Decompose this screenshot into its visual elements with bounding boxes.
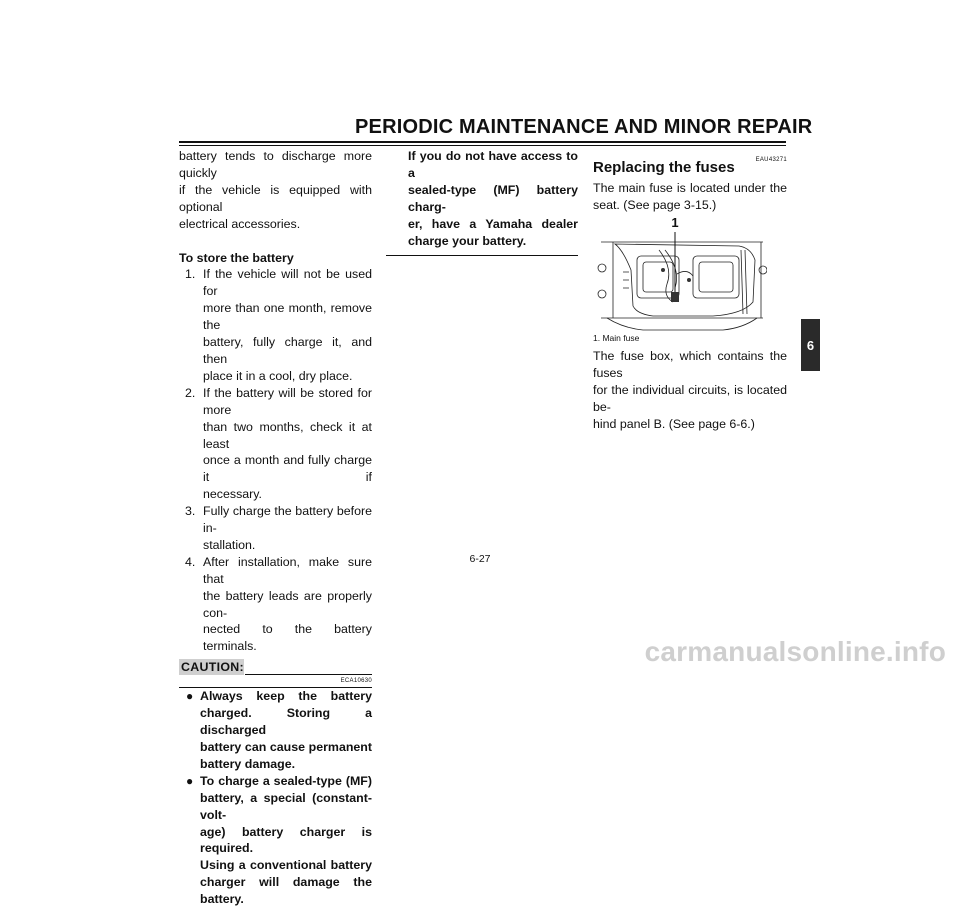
step-line: the battery leads are properly con- bbox=[203, 588, 372, 620]
body-line: for the individual circuits, is located be- bbox=[593, 382, 787, 414]
figure-caption: 1. Main fuse bbox=[593, 333, 640, 343]
body-line: The fuse box, which contains the fuses bbox=[593, 349, 787, 380]
fuse-location-illustration bbox=[593, 210, 767, 335]
bullet-dot-icon: ● bbox=[186, 773, 194, 788]
section-code: EAU43271 bbox=[755, 157, 787, 163]
caution-bullet bbox=[179, 688, 372, 773]
watermark-text: carmanualsonline.info bbox=[644, 636, 946, 667]
bullet-line: battery damage. bbox=[200, 756, 296, 771]
caution-bullet bbox=[179, 773, 372, 908]
body-line: seat. (See page 3-15.) bbox=[593, 197, 717, 212]
chapter-tab: 6 bbox=[801, 319, 820, 371]
step-line: than two months, check it at least bbox=[203, 419, 372, 451]
bullet-line: To charge a sealed-type (MF) bbox=[200, 773, 372, 788]
step-number: 1. bbox=[185, 267, 196, 282]
figure-callout-label: 1 bbox=[671, 215, 679, 230]
column-2 bbox=[386, 148, 578, 256]
body-line: hind panel B. (See page 6-6.) bbox=[593, 416, 755, 431]
column-3-body bbox=[593, 180, 787, 214]
main-fuse-figure bbox=[593, 210, 767, 335]
caution-end-rule bbox=[386, 255, 578, 256]
step-line: place it in a cool, dry place. bbox=[203, 368, 353, 383]
step-line: once a month and fully charge it if bbox=[203, 453, 372, 485]
caution-continued-line: er, have a Yamaha dealer bbox=[408, 216, 578, 231]
step-line: Fully charge the battery before in- bbox=[203, 504, 372, 536]
step-line: battery, fully charge it, and then bbox=[203, 335, 372, 366]
caution-continued-line: charge your battery. bbox=[408, 233, 527, 248]
intro-line: if the vehicle is equipped with optional bbox=[179, 182, 372, 214]
step-line: stallation. bbox=[203, 537, 256, 552]
step-line: If the battery will be stored for more bbox=[203, 385, 372, 417]
intro-line: electrical accessories. bbox=[179, 216, 301, 231]
page-header-title: PERIODIC MAINTENANCE AND MINOR REPAIR bbox=[355, 116, 813, 138]
store-battery-heading: To store the battery bbox=[179, 250, 294, 265]
step-line: more than one month, remove the bbox=[203, 301, 372, 333]
page-number: 6-27 bbox=[469, 553, 491, 565]
step-line: necessary. bbox=[203, 487, 262, 502]
step-line: If the vehicle will not be used for bbox=[203, 267, 372, 299]
watermark bbox=[0, 636, 960, 668]
step-item bbox=[179, 266, 372, 384]
bullet-line: age) battery charger is required. bbox=[200, 824, 372, 856]
caution-rule bbox=[245, 674, 372, 675]
bullet-line: charger will damage the battery. bbox=[200, 875, 372, 907]
intro-line: battery tends to discharge more quickly bbox=[179, 149, 372, 180]
step-line: nected to the battery terminals. bbox=[203, 622, 372, 654]
bullet-line: Using a conventional battery bbox=[200, 858, 372, 873]
step-item bbox=[179, 385, 372, 503]
caution-label: CAUTION: bbox=[181, 660, 244, 675]
step-line: After installation, make sure that bbox=[203, 554, 372, 586]
bullet-line: Always keep the battery bbox=[200, 689, 372, 704]
step-number: 4. bbox=[185, 554, 196, 569]
section-heading: Replacing the fuses bbox=[593, 159, 735, 176]
column-3-after bbox=[593, 348, 787, 433]
bullet-line: battery can cause permanent bbox=[200, 740, 372, 754]
header-rule bbox=[179, 141, 786, 146]
column-1 bbox=[179, 148, 372, 908]
bullet-line: charged. Storing a discharged bbox=[200, 706, 372, 738]
bullet-line: battery, a special (constant-volt- bbox=[200, 790, 372, 822]
caution-continued-line: sealed-type (MF) battery charg- bbox=[408, 182, 578, 214]
step-number: 2. bbox=[185, 385, 196, 400]
caution-continued-line: If you do not have access to a bbox=[408, 149, 578, 180]
caution-code: ECA10630 bbox=[340, 678, 372, 685]
bullet-dot-icon: ● bbox=[186, 689, 194, 704]
step-number: 3. bbox=[185, 504, 196, 519]
body-line: The main fuse is located under the bbox=[593, 181, 787, 195]
step-item bbox=[179, 503, 372, 554]
